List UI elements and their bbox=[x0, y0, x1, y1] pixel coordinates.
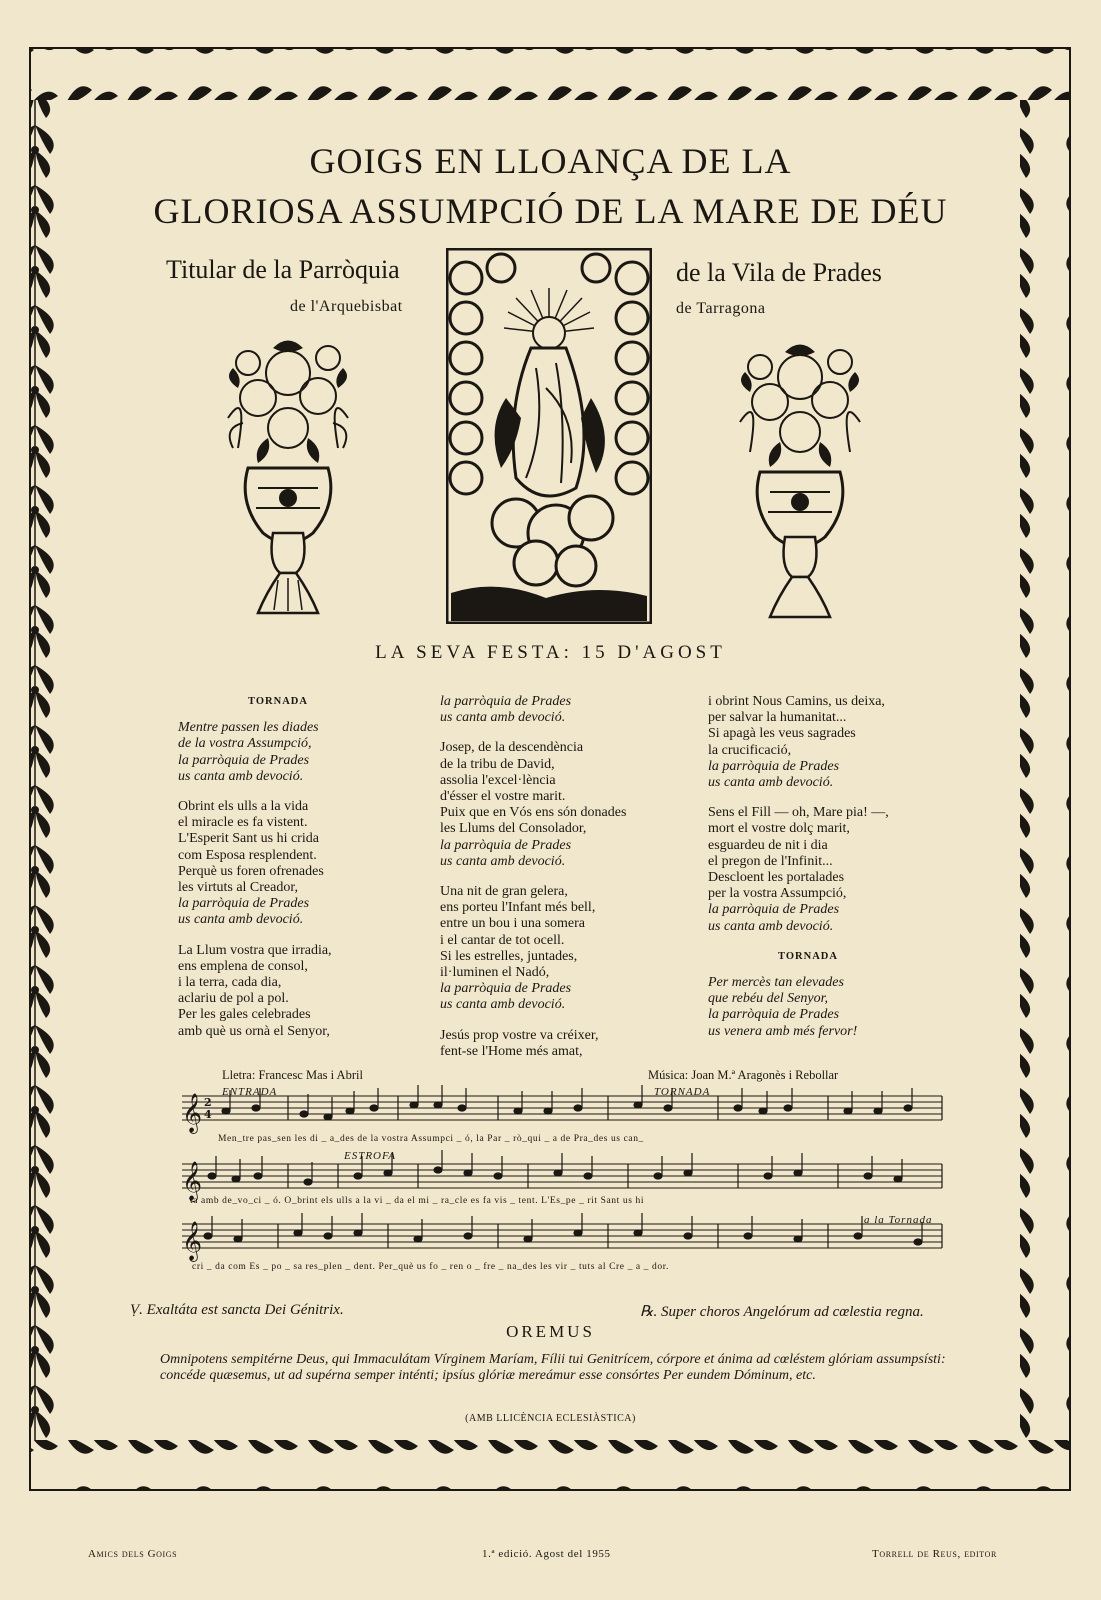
title-line-2: GLORIOSA ASSUMPCIÓ DE LA MARE DE DÉU bbox=[153, 191, 948, 231]
verse-line: La Llum vostra que irradia, bbox=[178, 942, 332, 958]
verse-line: Si apagà les veus sagrades bbox=[708, 726, 856, 742]
assumption-woodcut-image bbox=[446, 248, 652, 624]
verse-line: Per les gales celebrades bbox=[178, 1007, 311, 1023]
verse-line: per la vostra Assumpció, bbox=[708, 886, 847, 902]
verse-line: us canta amb devoció. bbox=[440, 997, 566, 1013]
stanza-gap bbox=[440, 870, 690, 884]
verse-line: ens emplena de consol, bbox=[178, 958, 308, 974]
verse-line: que rebéu del Senyor, bbox=[708, 991, 828, 1007]
verse-line: Jesús prop vostre va créixer, bbox=[440, 1027, 599, 1043]
verse-line: la crucificació, bbox=[708, 742, 792, 758]
footer-center: 1.ª edició. Agost del 1955 bbox=[482, 1548, 611, 1560]
music-credit: Música: Joan M.ª Aragonès i Rebollar bbox=[648, 1068, 839, 1082]
response: ℞. Super choros Angelórum ad cœlestia regna. bbox=[640, 1304, 924, 1320]
verse-column-3 bbox=[708, 694, 958, 1040]
verse-line: assolia l'excel·lència bbox=[440, 772, 556, 788]
verse-line: Obrint els ulls a la vida bbox=[178, 799, 309, 815]
verse-line: d'ésser el vostre marit. bbox=[440, 789, 566, 805]
verse-line: Josep, de la descendència bbox=[440, 740, 584, 756]
verse-line: Una nit de gran gelera, bbox=[440, 884, 568, 900]
verse-heading: TORNADA bbox=[778, 950, 838, 962]
verse-line: Mentre passen les diades bbox=[178, 720, 319, 736]
left-flower-vase-image bbox=[218, 328, 358, 620]
verse-line: la parròquia de Prades bbox=[708, 758, 840, 774]
ecclesiastical-licence: (AMB LLICÈNCIA ECLESIÀSTICA) bbox=[465, 1413, 636, 1424]
verse-line: i la terra, cada dia, bbox=[178, 975, 282, 991]
verse-line: la parròquia de Prades bbox=[708, 1007, 840, 1023]
verse-line: la parròquia de Prades bbox=[440, 694, 572, 709]
verse-line: us canta amb devoció. bbox=[440, 710, 566, 726]
stanza-gap bbox=[178, 929, 428, 943]
music-lyrics-line-1: Men_tre pas_sen les di _ a_des de la vostra Assumpci _ ó, la Par _ rò_qui _ a de Pra_des us can_ bbox=[218, 1134, 644, 1144]
verse-line: Per mercès tan elevades bbox=[708, 975, 844, 991]
svg-text:2: 2 bbox=[204, 1096, 212, 1109]
verse-line: us canta amb devoció. bbox=[178, 768, 304, 784]
stanza-gap bbox=[708, 935, 958, 949]
music-lyrics-line-3: cri _ da com Es _ po _ sa res_plen _ dent. Per_què us fo _ ren o _ fre _ na_des les vir _ tuts al Cre _ a _ dor. bbox=[192, 1262, 669, 1272]
verse-line: les Llums del Consolador, bbox=[440, 821, 587, 837]
verse-line: com Esposa resplendent. bbox=[178, 847, 317, 863]
svg-text:𝄞: 𝄞 bbox=[182, 1221, 203, 1261]
verse-line: ens porteu l'Infant més bell, bbox=[440, 900, 596, 916]
verse-line: Perquè us foren ofrenades bbox=[178, 863, 324, 879]
verse-line: Puix que en Vós ens són donades bbox=[440, 805, 627, 821]
verse-line: amb què us ornà el Senyor, bbox=[178, 1023, 330, 1039]
feast-day-line: LA SEVA FESTA: 15 D'AGOST bbox=[375, 642, 726, 663]
subtitle-left-small: de l'Arquebisbat bbox=[290, 298, 403, 315]
verse-line: il·luminen el Nadó, bbox=[440, 965, 550, 981]
verse-line: Si les estrelles, juntades, bbox=[440, 948, 578, 964]
label-a-la-tornada: a la Tornada bbox=[864, 1214, 933, 1226]
verse-line: de la vostra Assumpció, bbox=[178, 736, 312, 752]
verse-line: us canta amb devoció. bbox=[178, 912, 304, 928]
verse-line: fent-se l'Home més amat, bbox=[440, 1043, 583, 1059]
subtitle-right-main: de la Vila de Prades bbox=[676, 258, 882, 287]
lyrics-credit: Lletra: Francesc Mas i Abril bbox=[222, 1068, 363, 1082]
verse-line: Descloent les portalades bbox=[708, 870, 845, 886]
verse-line: i obrint Nous Camins, us deixa, bbox=[708, 694, 885, 709]
svg-text:𝄞: 𝄞 bbox=[182, 1093, 203, 1133]
verse-line: de la tribu de David, bbox=[440, 756, 555, 772]
music-score bbox=[178, 1084, 948, 1284]
prayer-text: Omnipotens sempitérne Deus, qui Immaculátam Vírginem Maríam, Fílii tui Genitrícem, córpore et ánima ad cœléstem glóriam assumpsísti: concéde quæsemus, ut ad supérna semper inténti; ipsíus glóriæ mereámur esse consórtes Per eundem Dóminum, etc. bbox=[160, 1352, 946, 1383]
title-line-1: GOIGS EN LLOANÇA DE LA bbox=[309, 141, 792, 181]
verse-line: la parròquia de Prades bbox=[440, 981, 572, 997]
label-estrofa: ESTROFA bbox=[344, 1150, 397, 1162]
verse-line: aclariu de pol a pol. bbox=[178, 991, 289, 1007]
verse-line: la parròquia de Prades bbox=[708, 902, 840, 918]
verse-line: esguardeu de nit i dia bbox=[708, 837, 828, 853]
footer-right: Torrell de Reus, editor bbox=[872, 1548, 997, 1560]
verse-line: entre un bou i una somera bbox=[440, 916, 586, 932]
verse-line: mort el vostre dolç marit, bbox=[708, 821, 850, 837]
stanza-gap bbox=[178, 785, 428, 799]
music-lyrics-line-2: ta amb de_vo_ci _ ó. O_brint els ulls a la vi _ da el mi _ ra_cle es fa vis _ tent. L'Es_pe _ rit Sant us hi bbox=[190, 1196, 645, 1206]
verse-line: L'Esperit Sant us hi crida bbox=[178, 831, 319, 847]
verse-line: la parròquia de Prades bbox=[178, 896, 310, 912]
verse-line: us canta amb devoció. bbox=[708, 918, 834, 934]
footer-left: Amics dels Goigs bbox=[88, 1548, 178, 1560]
verse-line: Sens el Fill — oh, Mare pia! —, bbox=[708, 805, 889, 821]
verse-heading: TORNADA bbox=[248, 696, 308, 707]
right-flower-vase-image bbox=[730, 332, 870, 624]
verse-column-2 bbox=[440, 694, 690, 1060]
verse-line: la parròquia de Prades bbox=[178, 752, 310, 768]
label-tornada: TORNADA bbox=[654, 1086, 711, 1098]
stanza-gap bbox=[440, 726, 690, 740]
versicle: Ṿ. Exaltáta est sancta Dei Génitrix. bbox=[130, 1302, 344, 1318]
verse-line: us canta amb devoció. bbox=[708, 775, 834, 791]
verse-line: la parròquia de Prades bbox=[440, 837, 572, 853]
stanza-gap bbox=[440, 1014, 690, 1028]
verse-line: per salvar la humanitat... bbox=[708, 710, 847, 726]
subtitle-left-main: Titular de la Parròquia bbox=[166, 255, 400, 284]
verse-line: el pregon de l'Infinit... bbox=[708, 853, 833, 869]
svg-text:4: 4 bbox=[204, 1108, 212, 1121]
verse-line: us venera amb més fervor! bbox=[708, 1023, 858, 1039]
verse-line: i el cantar de tot ocell. bbox=[440, 932, 565, 948]
svg-text:𝄞: 𝄞 bbox=[182, 1161, 203, 1201]
stanza-gap bbox=[708, 791, 958, 805]
verse-line: les virtuts al Creador, bbox=[178, 880, 298, 896]
verse-line: el miracle es fa vistent. bbox=[178, 815, 308, 831]
verse-column-1 bbox=[178, 694, 428, 1040]
label-entrada: ENTRADA bbox=[222, 1086, 278, 1098]
subtitle-right-small: de Tarragona bbox=[676, 300, 766, 317]
oremus-heading: OREMUS bbox=[506, 1322, 595, 1341]
verse-line: us canta amb devoció. bbox=[440, 853, 566, 869]
